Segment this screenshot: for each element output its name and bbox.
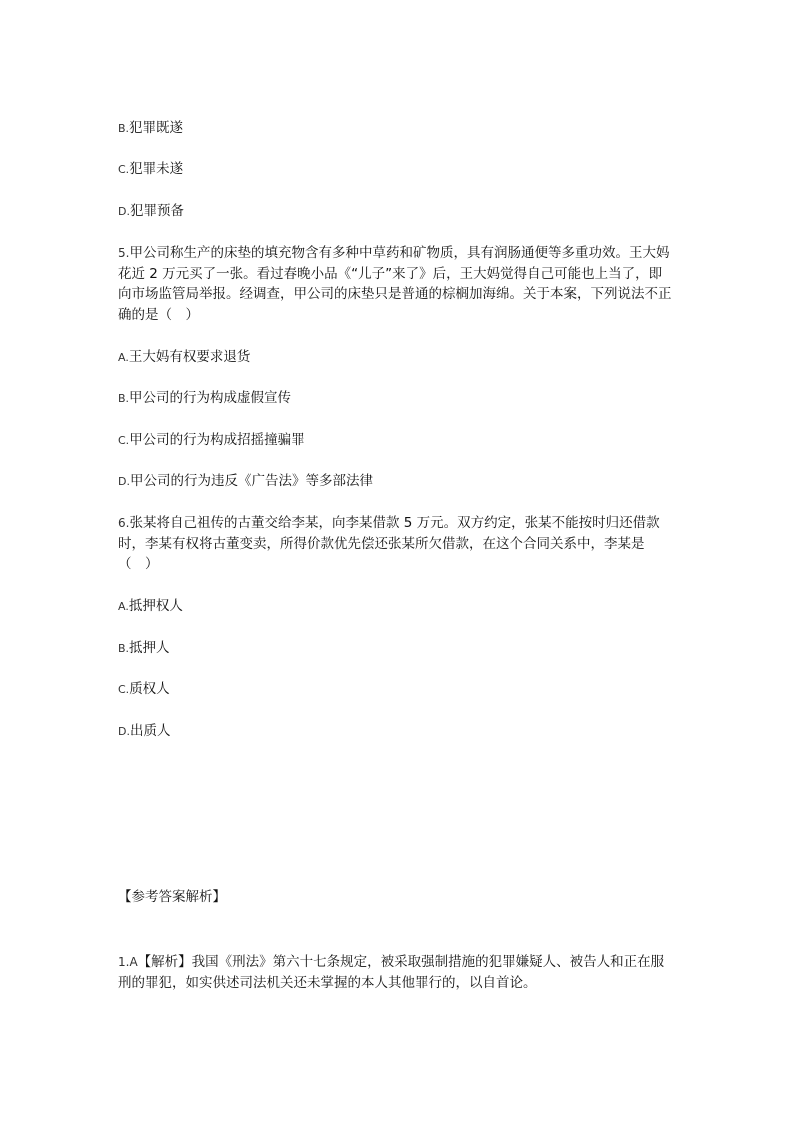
option-text: 犯罪既遂	[129, 120, 184, 136]
option-text: 抵押权人	[128, 598, 183, 614]
option-label: B.	[118, 122, 130, 135]
q6-option-a	[118, 596, 674, 618]
option-label: D.	[118, 475, 130, 488]
option-label: D.	[118, 205, 130, 218]
q6-option-d	[118, 721, 674, 743]
option-label: C.	[118, 163, 130, 176]
question-number: 5.	[118, 246, 130, 260]
option-text: 质权人	[129, 681, 170, 697]
option-label: C.	[118, 683, 130, 696]
q4-option-d	[118, 201, 674, 223]
option-text: 甲公司的行为构成招摇撞骗罪	[129, 432, 305, 448]
q5-option-d	[118, 471, 674, 493]
q6-option-b	[118, 638, 674, 660]
option-text: 甲公司的行为构成虚假宣传	[129, 390, 292, 406]
question-text: 张某将自己祖传的古董交给李某，向李某借款 5 万元。双方约定，张某不能按时归还借款时，李某有权将古董变卖，所得价款优先偿还张某所欠借款，在这个合同关系中，李某是（ ）	[118, 515, 660, 572]
option-label: B.	[118, 642, 130, 655]
question-5-stem	[118, 243, 674, 325]
option-text: 出质人	[129, 723, 171, 739]
answer-1	[118, 952, 674, 993]
option-text: 甲公司的行为违反《广告法》等多部法律	[129, 473, 373, 489]
option-label: C.	[118, 434, 130, 447]
q5-option-a	[118, 347, 674, 369]
option-label: A.	[118, 600, 129, 613]
q5-option-c	[118, 430, 674, 452]
q6-option-c	[118, 679, 674, 701]
answer-text: 【解析】我国《刑法》第六十七条规定，被采取强制措施的犯罪嫌疑人、被告人和正在服刑的罪犯，如实供述司法机关还未掌握的本人其他罪行的，以自首论。	[118, 954, 665, 991]
option-label: D.	[118, 725, 130, 738]
question-6-stem	[118, 513, 674, 575]
option-text: 抵押人	[129, 640, 170, 656]
question-text: 甲公司称生产的床垫的填充物含有多种中草药和矿物质，具有润肠通便等多重功效。王大妈花近 2 万元买了一张。看过春晚小品《“儿子”来了》后，王大妈觉得自己可能也上当了，即向市场监管局举报。经调查，甲公司的床垫只是普通的棕榈加海绵。关于本案，下列说法不正确的是（ ）	[118, 245, 672, 323]
option-label: B.	[118, 392, 130, 405]
q4-option-c	[118, 159, 674, 181]
q4-option-b	[118, 118, 674, 140]
option-text: 犯罪未遂	[129, 161, 184, 177]
question-number: 6.	[118, 516, 130, 530]
q5-option-b	[118, 388, 674, 410]
option-label: A.	[118, 351, 129, 364]
option-text: 犯罪预备	[129, 203, 184, 219]
answer-section-heading: 【参考答案解析】	[118, 889, 226, 905]
option-text: 王大妈有权要求退货	[128, 349, 251, 365]
answer-number: 1.A	[118, 955, 138, 969]
